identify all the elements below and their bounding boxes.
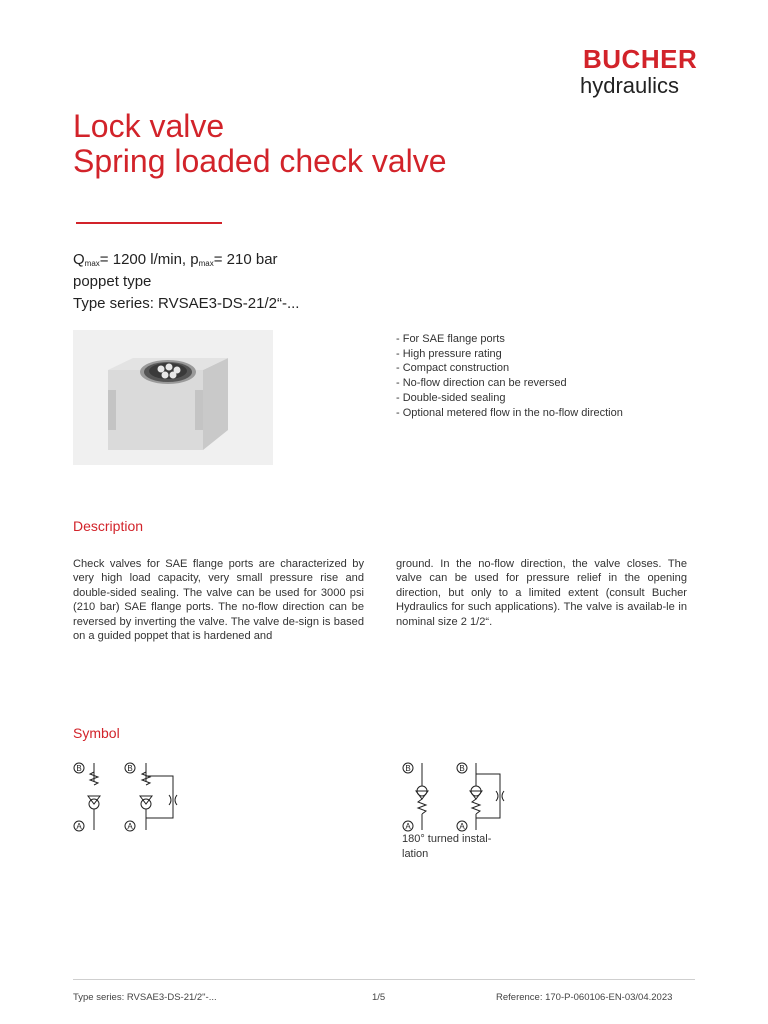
description-column-2: ground. In the no-flow direction, the valve closes. The valve can be used for pressure relief in the opening direction, but only to a limited extent (consult Bucher Hydraulics for such applications). The valve is availab-le in nominal size 2 1/2“.	[396, 558, 687, 628]
port-a-label: A	[76, 822, 82, 831]
spec-flow-pressure	[73, 250, 278, 274]
port-a-label: A	[459, 822, 465, 831]
port-a-label: A	[405, 822, 411, 831]
spec-type: poppet type	[73, 273, 152, 290]
symbol-heading: Symbol	[73, 725, 120, 741]
footer-reference: Reference: 170-P-060106-EN-03/04.2023	[496, 992, 673, 1003]
port-b-label: B	[459, 764, 465, 773]
footer-type-series: Type series: RVSAE3-DS-21/2"-...	[73, 992, 217, 1003]
feature-item: - Optional metered flow in the no-flow direction	[396, 406, 623, 419]
check-valve-symbol-right	[398, 758, 518, 838]
page-subtitle: Spring loaded check valve	[73, 143, 447, 179]
q-subscript: max	[84, 259, 100, 268]
port-b-label: B	[405, 764, 411, 773]
features-list	[396, 332, 623, 420]
spec-series: Type series: RVSAE3-DS-21/2“-...	[73, 295, 300, 312]
p-subscript: max	[198, 259, 214, 268]
brand-logo: BUCHER	[583, 44, 698, 74]
q-value: = 1200 l/min,	[99, 251, 191, 268]
port-b-label: B	[127, 764, 133, 773]
valve-product-image	[73, 330, 273, 465]
page-title: Lock valve	[73, 108, 225, 144]
port-a-label: A	[127, 822, 133, 831]
feature-item: - Compact construction	[396, 362, 510, 375]
q-symbol: Q	[73, 251, 85, 268]
port-b-label: B	[76, 764, 82, 773]
description-column-1: Check valves for SAE flange ports are characterized by very high load capacity, very small pressure rise and double-sided sealing. The valve can be used for 3000 psi (210 bar) SAE flange ports. The no-flow direction can be reversed by inverting the valve. The valve de-sign is based on a guided poppet that is hardened and	[73, 558, 364, 643]
description-heading: Description	[73, 518, 144, 534]
check-valve-symbol-left	[70, 758, 190, 838]
title-underline	[76, 222, 222, 224]
brand-division: hydraulics	[580, 73, 680, 98]
footer-page-number: 1/5	[372, 992, 386, 1003]
feature-item: - No-flow direction can be reversed	[396, 377, 567, 390]
symbol-caption: 180° turned instal-lation	[402, 833, 492, 860]
footer-divider	[73, 979, 695, 980]
p-value: = 210 bar	[213, 251, 278, 268]
feature-item: - Double-sided sealing	[396, 391, 506, 404]
feature-item: - High pressure rating	[396, 347, 502, 360]
feature-item: - For SAE flange ports	[396, 333, 505, 345]
p-symbol: p	[190, 251, 199, 268]
